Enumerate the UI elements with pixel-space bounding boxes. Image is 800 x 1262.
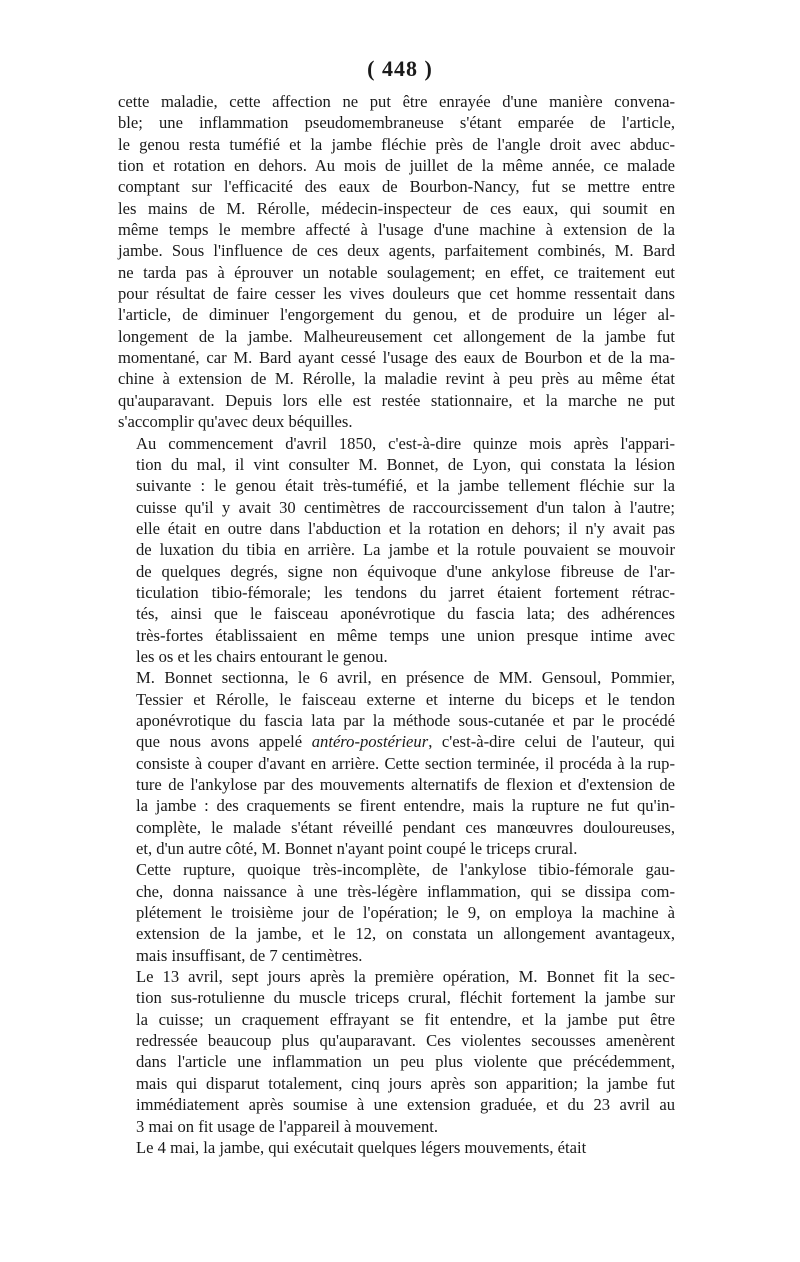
text-line: mais qui disparut totalement, cinq jours après son apparition; la jambe fut xyxy=(136,1073,675,1093)
text-line: jambe. Sous l'influence de ces deux agents, parfaitement combinés, M. Bard xyxy=(118,241,675,261)
paragraph xyxy=(118,1137,675,1158)
text-line: s'accomplir qu'avec deux béquilles. xyxy=(118,412,353,432)
text-line: de luxation du tibia en arrière. La jambe et la rotule pouvaient se mouvoir xyxy=(136,540,675,560)
text-line: tés, ainsi que le faisceau aponévrotique du fascia lata; des adhérences xyxy=(136,604,675,624)
text-line: suivante : le genou était très-tuméfié, et la jambe tellement fléchie sur la xyxy=(136,476,675,496)
text-line: les mains de M. Rérolle, médecin-inspecteur de ces eaux, qui soumit en xyxy=(118,198,675,218)
text-line: immédiatement après soumise à une extension graduée, et du 23 avril au xyxy=(136,1095,675,1115)
paragraph xyxy=(118,91,675,433)
text-line: et, d'un autre côté, M. Bonnet n'ayant point coupé le triceps crural. xyxy=(136,839,578,859)
text-line: Le 4 mai, la jambe, qui exécutait quelques légers mouvements, était xyxy=(136,1137,587,1157)
text-line: redressée beaucoup plus qu'auparavant. Ces violentes secousses amenèrent xyxy=(136,1031,675,1051)
text-line: chine à extension de M. Rérolle, la maladie revint à peu près au même état xyxy=(118,369,675,389)
text-line: momentané, car M. Bard ayant cessé l'usage des eaux de Bourbon et de la ma- xyxy=(118,348,675,368)
text-line: tion et rotation en dehors. Au mois de juillet de la même année, ce malade xyxy=(118,156,675,176)
text-line: tion sus-rotulienne du muscle triceps crural, fléchit fortement la jambe sur xyxy=(136,988,675,1008)
text-line: Cette rupture, quoique très-incomplète, de l'ankylose tibio-fémorale gau- xyxy=(136,860,675,880)
text-line: elle était en outre dans l'abduction et la rotation en dehors; il n'y avait pas xyxy=(136,518,675,538)
paragraph xyxy=(118,966,675,1137)
text-line: plétement le troisième jour de l'opération; le 9, on employa la machine à xyxy=(136,903,675,923)
text-line: qu'auparavant. Depuis lors elle est restée stationnaire, et la marche ne put xyxy=(118,390,675,410)
text-line: que nous avons appelé antéro-postérieur, c'est-à-dire celui de l'auteur, qui xyxy=(136,732,675,752)
text-line: tion du mal, il vint consulter M. Bonnet, de Lyon, qui constata la lésion xyxy=(136,454,675,474)
text-line: Le 13 avril, sept jours après la première opération, M. Bonnet fit la sec- xyxy=(136,967,675,987)
text-line: très-fortes établissaient en même temps une union presque intime avec xyxy=(136,625,675,645)
text-line: che, donna naissance à une très-légère inflammation, qui se dissipa com- xyxy=(136,881,675,901)
text-line: extension de la jambe, et le 12, on constata un allongement avantageux, xyxy=(136,924,675,944)
paragraph xyxy=(118,433,675,668)
text-line: ticulation tibio-fémorale; les tendons du jarret étaient fortement rétrac- xyxy=(136,582,675,602)
text-line: cette maladie, cette affection ne put être enrayée d'une manière convena- xyxy=(118,92,675,111)
text-line: de quelques degrés, signe non équivoque d'une ankylose fibreuse de l'ar- xyxy=(136,561,675,581)
text-line: la jambe : des craquements se firent entendre, mais la rupture ne fut qu'in- xyxy=(136,796,675,816)
paragraph xyxy=(118,667,675,859)
page-number: ( 448 ) xyxy=(367,56,433,81)
text-line: consiste à couper d'avant en arrière. Cette section terminée, il procéda à la rup- xyxy=(136,753,675,773)
text-line: la cuisse; un craquement effrayant se fit entendre, et la jambe put être xyxy=(136,1009,675,1029)
paragraph xyxy=(118,859,675,966)
text-line: ble; une inflammation pseudomembraneuse s'étant emparée de l'article, xyxy=(118,113,675,133)
text-line: le genou resta tuméfié et la jambe fléchie près de l'angle droit avec abduc- xyxy=(118,134,675,154)
text-line: pour résultat de faire cesser les vives douleurs que cet homme ressentait dans xyxy=(118,284,675,304)
text-line: dans l'article une inflammation un peu plus violente que précédemment, xyxy=(136,1052,675,1072)
text-line: les os et les chairs entourant le genou. xyxy=(136,646,388,666)
text-line: complète, le malade s'étant réveillé pendant ces manœuvres douloureuses, xyxy=(136,817,675,837)
text-line: ne tarda pas à éprouver un notable soulagement; en effet, ce traitement eut xyxy=(118,262,675,282)
text-line: 3 mai on fit usage de l'appareil à mouvement. xyxy=(136,1116,439,1136)
text-line: l'article, de diminuer l'engorgement du genou, et de produire un léger al- xyxy=(118,305,675,325)
text-line: même temps le membre affecté à l'usage d'une machine à extension de la xyxy=(118,220,675,240)
text-line: Au commencement d'avril 1850, c'est-à-dire quinze mois après l'appari- xyxy=(136,433,675,453)
body-text xyxy=(118,91,675,1158)
text-line: longement de la jambe. Malheureusement cet allongement de la jambe fut xyxy=(118,326,675,346)
text-line: mais insuffisant, de 7 centimètres. xyxy=(136,945,363,965)
text-line: Tessier et Rérolle, le faisceau externe et interne du biceps et le tendon xyxy=(136,689,675,709)
text-line: M. Bonnet sectionna, le 6 avril, en présence de MM. Gensoul, Pommier, xyxy=(136,668,675,688)
text-line: cuisse qu'il y avait 30 centimètres de raccourcissement d'un talon à l'autre; xyxy=(136,497,675,517)
text-line: ture de l'ankylose par des mouvements alternatifs de flexion et d'extension de xyxy=(136,775,675,794)
text-line: aponévrotique du fascia lata par la méthode sous-cutanée et par le procédé xyxy=(136,710,675,730)
text-line: comptant sur l'efficacité des eaux de Bourbon-Nancy, fut se mettre entre xyxy=(118,177,675,197)
